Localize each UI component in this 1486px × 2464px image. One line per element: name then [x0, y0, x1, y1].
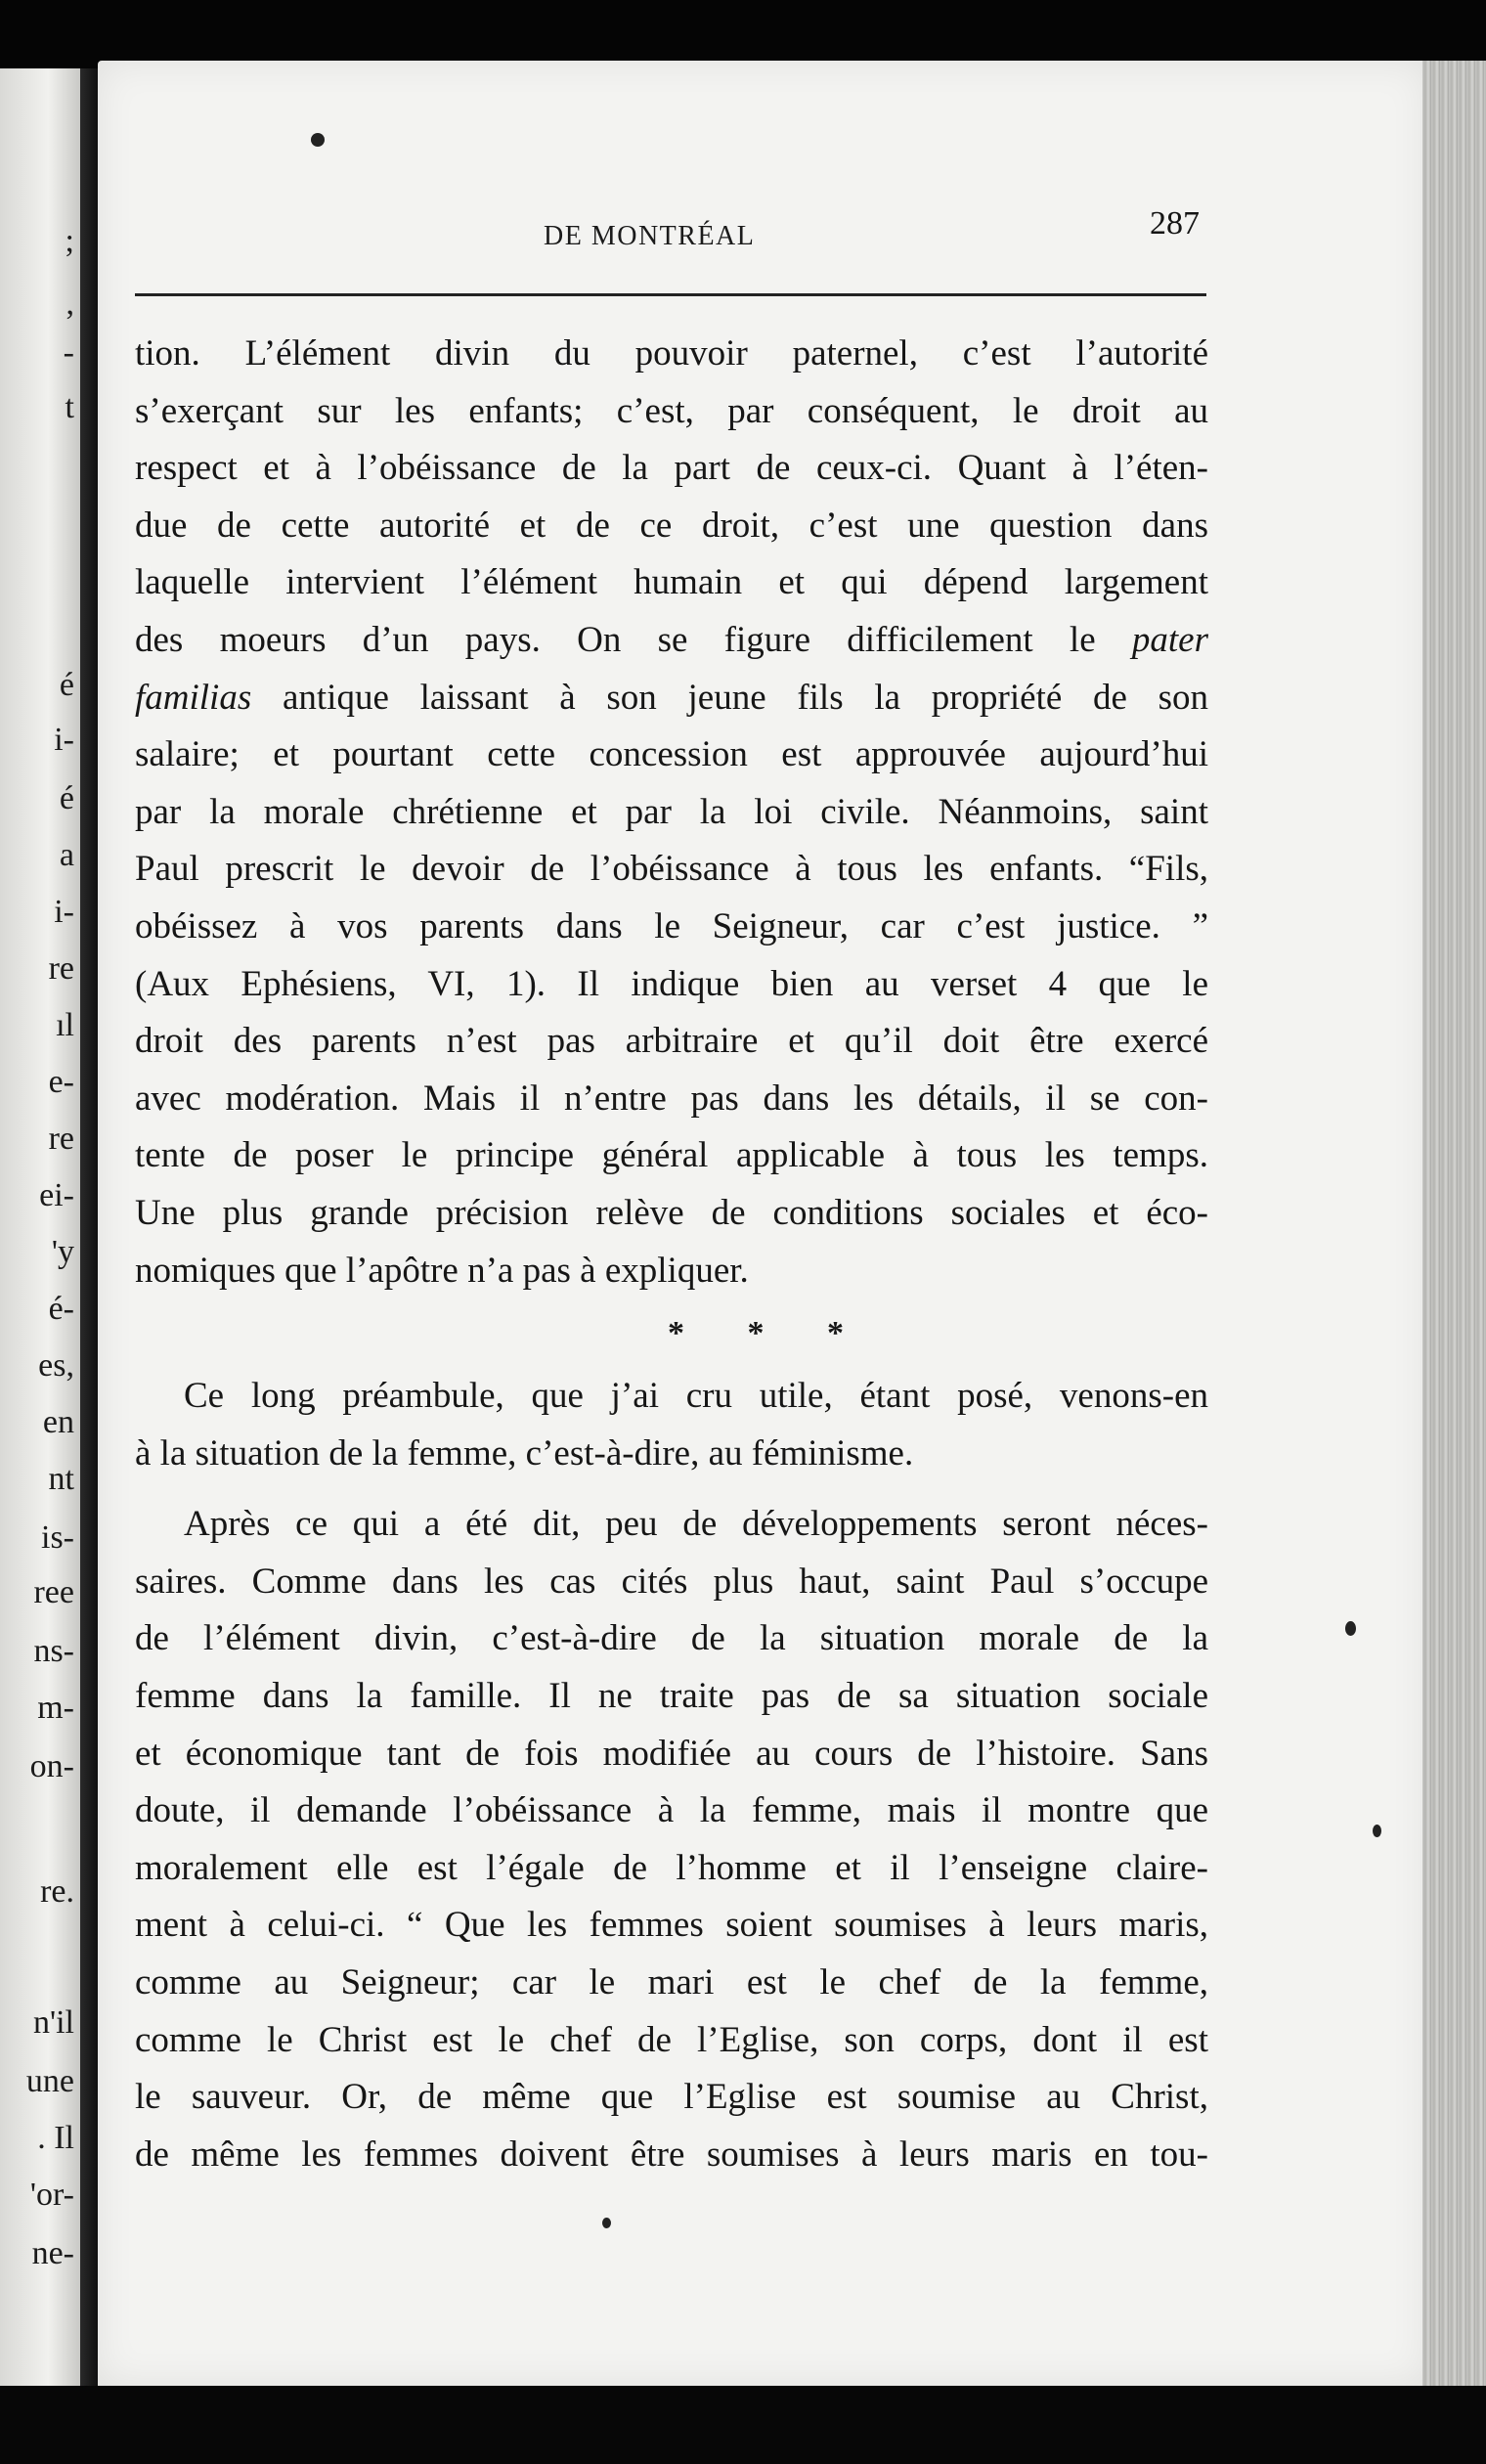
facing-page-fragment: re: [48, 1121, 74, 1157]
text-line: respect et à l’obéissance de la part de ceux-ci. Quant à l’éten-: [135, 448, 1208, 489]
facing-page-fragment: ree: [33, 1574, 74, 1610]
text-segment: antique laissant à son jeune fils la propriété de son: [282, 677, 1209, 718]
ink-speck: [1345, 1621, 1356, 1636]
facing-page-edge: [0, 68, 80, 2396]
text-line: par la morale chrétienne et par la loi civile. Néanmoins, saint: [135, 791, 1208, 832]
text-line: saires. Comme dans les cas cités plus haut, saint Paul s’occupe: [135, 1561, 1208, 1602]
text-line: moralement elle est l’égale de l’homme et il l’enseigne claire-: [135, 1847, 1208, 1888]
text-line: Une plus grande précision relève de conditions sociales et éco-: [135, 1192, 1208, 1233]
text-line: de l’élément divin, c’est-à-dire de la situation morale de la: [135, 1618, 1208, 1659]
italic-word: familias: [135, 677, 252, 718]
facing-page-fragment: ei-: [39, 1177, 74, 1213]
text-line: Ce long préambule, que j’ai cru utile, étant posé, venons-en: [184, 1376, 1208, 1417]
italic-word: pater: [1131, 619, 1208, 660]
text-line: de même les femmes doivent être soumises à leurs maris en tou-: [135, 2134, 1208, 2175]
facing-page-fragment: . Il: [37, 2120, 74, 2156]
facing-page-fragment: ne-: [31, 2235, 74, 2271]
book-gutter: [80, 68, 100, 2396]
ink-speck: [311, 133, 325, 147]
facing-page-fragment: i-: [54, 894, 74, 930]
facing-page-fragment: re.: [40, 1873, 74, 1910]
page-body: [135, 326, 1208, 2183]
facing-page-fragment: ,: [66, 286, 74, 322]
facing-page-fragment: 'y: [51, 1234, 74, 1270]
page-stack-edge: [1422, 61, 1486, 2407]
text-line: obéissez à vos parents dans le Seigneur, car c’est justice. ”: [135, 905, 1208, 946]
facing-page-fragment: -: [63, 334, 74, 371]
text-line: Après ce qui a été dit, peu de développements seront néces-: [184, 1504, 1208, 1545]
facing-page-fragment: ;: [65, 223, 74, 259]
header-rule: [135, 293, 1206, 296]
facing-page-fragment: ıl: [56, 1007, 74, 1043]
facing-page-fragment: m-: [37, 1690, 74, 1726]
text-line: s’exerçant sur les enfants; c’est, par conséquent, le droit au: [135, 390, 1208, 431]
text-line: avec modération. Mais il n’entre pas dans les détails, il se con-: [135, 1078, 1208, 1119]
facing-page-fragment: nt: [48, 1461, 74, 1497]
facing-page-fragment: a: [59, 837, 74, 873]
text-line: femme dans la famille. Il ne traite pas de sa situation sociale: [135, 1676, 1208, 1717]
facing-page-fragment: i-: [54, 722, 74, 758]
facing-page-fragment: n'il: [32, 2004, 74, 2041]
text-line: comme au Seigneur; car le mari est le chef de la femme,: [135, 1962, 1208, 2003]
text-segment: des moeurs d’un pays. On se figure difficilement le: [135, 619, 1096, 660]
paragraph-gap: [135, 1482, 1208, 1496]
section-separator: * * *: [668, 1315, 871, 1352]
running-header: DE MONTRÉAL: [544, 221, 756, 251]
facing-page-fragment: is-: [41, 1519, 74, 1556]
text-line: [135, 670, 1208, 727]
facing-page-fragment: es,: [38, 1347, 74, 1384]
facing-page-fragment: une: [25, 2063, 74, 2099]
facing-page-fragment: t: [65, 389, 74, 425]
text-line: le sauveur. Or, de même que l’Eglise est soumise au Christ,: [135, 2077, 1208, 2118]
facing-page-fragment: é: [59, 780, 74, 816]
scan-bottom-border: [0, 2386, 1486, 2464]
facing-page-fragment: é-: [48, 1291, 74, 1327]
ink-speck: [1373, 1825, 1381, 1837]
facing-page-fragment: en: [42, 1404, 74, 1440]
text-line: laquelle intervient l’élément humain et qui dépend largement: [135, 562, 1208, 603]
ink-speck: [602, 2218, 611, 2228]
text-line: droit des parents n’est pas arbitraire et qu’il doit être exercé: [135, 1021, 1208, 1062]
text-line: salaire; et pourtant cette concession est approuvée aujourd’hui: [135, 734, 1208, 775]
text-line: ment à celui-ci. “ Que les femmes soient soumises à leurs maris,: [135, 1905, 1208, 1946]
page-number: 287: [1150, 205, 1200, 242]
text-line: comme le Christ est le chef de l’Eglise, son corps, dont il est: [135, 2019, 1208, 2060]
text-line: [135, 612, 1208, 670]
text-line: tente de poser le principe général applicable à tous les temps.: [135, 1135, 1208, 1176]
text-line: et économique tant de fois modifiée au cours de l’histoire. Sans: [135, 1733, 1208, 1774]
facing-page-fragment: é: [59, 667, 74, 703]
facing-page-fragment: ns-: [33, 1633, 74, 1669]
facing-page-fragment: 'or-: [29, 2177, 74, 2213]
text-line: due de cette autorité et de ce droit, c’est une question dans: [135, 505, 1208, 546]
facing-page-fragment: e-: [48, 1064, 74, 1100]
text-line: doute, il demande l’obéissance à la femme, mais il montre que: [135, 1790, 1208, 1831]
facing-page-fragment: on-: [29, 1748, 74, 1784]
text-line: tion. L’élément divin du pouvoir paternel, c’est l’autorité: [135, 333, 1208, 374]
text-line: Paul prescrit le devoir de l’obéissance à tous les enfants. “Fils,: [135, 849, 1208, 890]
text-line: nomiques que l’apôtre n’a pas à expliquer.: [135, 1250, 749, 1291]
facing-page-fragment: re: [48, 950, 74, 987]
text-line: (Aux Ephésiens, VI, 1). Il indique bien au verset 4 que le: [135, 963, 1208, 1004]
text-line: à la situation de la femme, c’est-à-dire, au féminisme.: [135, 1432, 914, 1474]
